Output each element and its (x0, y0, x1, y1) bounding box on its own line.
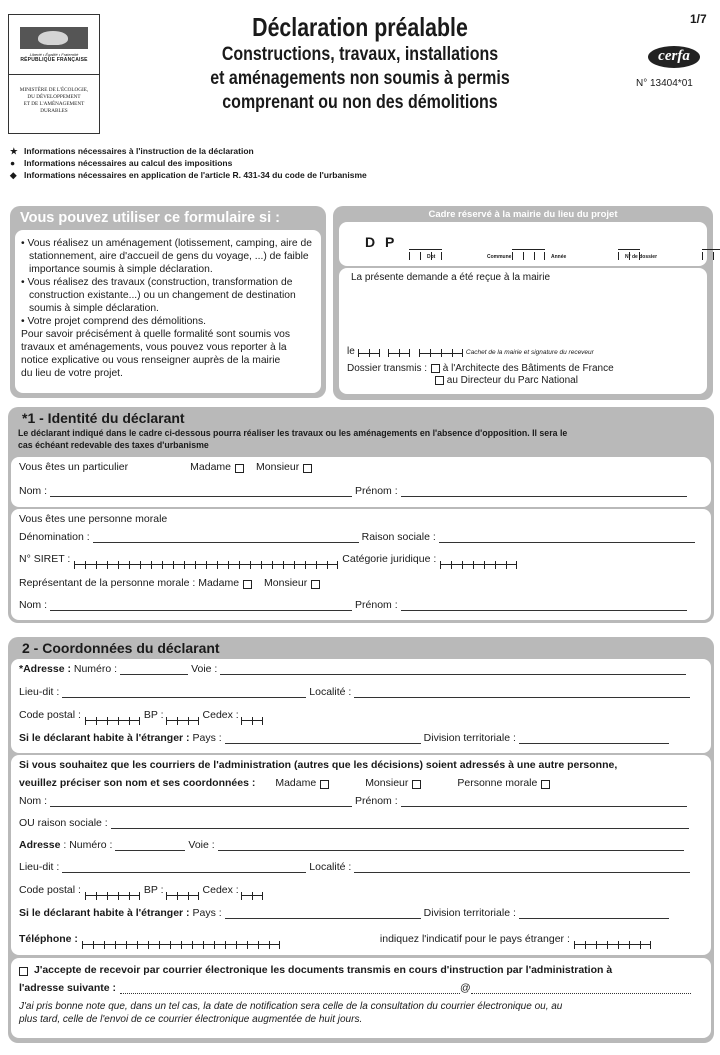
parc-row: au Directeur du Parc National (431, 375, 578, 386)
ministry-name: MINISTÈRE DE L'ÉCOLOGIE, DU DÉVELOPPEMENT ET DE L'AMÉNAGEMENT DURABLES (19, 87, 89, 115)
address-box: * Adresse : Numéro : Voie : Lieu-dit : Localité : Code postal : BP : Cedex : Si le déclarant habite à l'étranger : Pays : Division territoriale : (11, 659, 711, 753)
nom-field[interactable] (50, 487, 352, 497)
madame-checkbox[interactable] (235, 464, 244, 473)
voie-field[interactable] (220, 665, 686, 675)
mairie-reserved-box (333, 206, 713, 400)
alt-madame-checkbox[interactable] (320, 780, 329, 789)
alt-morale-checkbox[interactable] (541, 780, 550, 789)
cp-cells[interactable] (85, 713, 140, 721)
section-2-coordinates (8, 637, 714, 1043)
alt-localite-field[interactable] (354, 863, 690, 873)
alt-raison-field[interactable] (111, 819, 689, 829)
alt-bp-cells[interactable] (166, 888, 199, 896)
telephone-cells[interactable] (82, 937, 280, 945)
mairie-box-title: Cadre réservé à la mairie du lieu du projet (428, 209, 618, 220)
stamp-note: Cachet de la mairie et signature du receveur (465, 349, 594, 356)
reception-area (339, 268, 707, 394)
d-letter: D (365, 234, 376, 250)
republic-logo-box (8, 14, 100, 134)
indicatif-cells[interactable] (574, 937, 651, 945)
section-1-subtitle: Le déclarant indiqué dans le cadre ci-dessous pourra réaliser les travaux ou les aménagements en l'absence d'opposition. Il sera le cas échéant redevable des taxes d'urbanisme (18, 428, 568, 450)
rep-madame-checkbox[interactable] (243, 580, 252, 589)
alt-cp-cells[interactable] (85, 888, 140, 896)
usage-text: • Vous réalisez un aménagement (lotissement, camping, aire de stationnement, aire d'accueil de gens du voyage, ...) de faible importance soumis à simple déclaration. • Vous réalisez des travaux (construction, transformation de construction existante...) ou un changement de destination soumis à simple déclaration. • Votre projet comprend des démolitions. Pour savoir précisément à quelle formalité sont soumis vos travaux et aménagements, vous pouvez vous reporter à la notice explicative ou vous renseigner auprès de la mairie du lieu de votre projet. (21, 238, 312, 379)
raison-sociale-field[interactable] (439, 533, 695, 543)
categorie-cells[interactable] (440, 557, 517, 565)
usage-title: Vous pouvez utiliser ce formulaire si : (20, 210, 280, 226)
commune-cells[interactable] (512, 242, 545, 250)
alternate-recipient-box: Si vous souhaitez que les courriers de l'administration (autres que les décisions) soient adressés à une autre personne, veuillez préciser son nom et ses coordonnées : Madame Monsieur Personne morale Nom : Prénom : OU raison sociale : Adresse : Numéro : Voie : Lieu-dit : Localité : Code postal : BP : Cedex : Si le déclarant habite à l'étranger : Pays : Division territoriale : Téléphone : indiquez l'indicatif pour le pays étranger : (11, 755, 711, 955)
rep-prenom-field[interactable] (401, 601, 687, 611)
pays-field[interactable] (225, 734, 421, 744)
alt-pays-field[interactable] (225, 909, 421, 919)
alt-numero-field[interactable] (115, 841, 185, 851)
bullet-icon: ● (10, 158, 16, 168)
republic-name: RÉPUBLIQUE FRANÇAISE (20, 56, 88, 63)
received-text: La présente demande a été reçue à la mairie (351, 272, 551, 283)
marianne-logo (9, 15, 99, 75)
email-local-field[interactable] (120, 984, 460, 994)
page-number: 1/7 (690, 12, 707, 26)
page-title: Déclaration préalable (252, 12, 468, 42)
particulier-box: Vous êtes un particulier Madame Monsieur Nom : Prénom : (11, 457, 711, 507)
dossier-cells[interactable] (702, 242, 720, 250)
alt-lieudit-field[interactable] (62, 863, 306, 873)
p-letter: P (385, 234, 395, 250)
dpt-cells[interactable] (409, 242, 442, 250)
section-1-title: *1 - Identité du déclarant (22, 410, 185, 426)
alt-nom-field[interactable] (50, 797, 352, 807)
marianne-icon (20, 27, 88, 49)
alt-voie-field[interactable] (218, 841, 684, 851)
date-year-cells[interactable] (419, 346, 463, 354)
cerfa-logo: cerfa (648, 46, 700, 68)
alt-division-field[interactable] (519, 909, 669, 919)
localite-field[interactable] (354, 688, 690, 698)
email-consent-box: J'accepte de recevoir par courrier électronique les documents transmis en cours d'instruction par l'administration à l'adresse suivante : @ J'ai pris bonne note que, dans un tel cas, la date de notification sera celle de la consultation du courrier électronique ou, au plus tard, celle de l'envoi de ce courrier électronique augmentée de huit jours. (11, 958, 711, 1038)
parc-checkbox[interactable] (435, 376, 444, 385)
alt-monsieur-checkbox[interactable] (412, 780, 421, 789)
abf-checkbox[interactable] (431, 364, 440, 373)
alt-prenom-field[interactable] (401, 797, 687, 807)
date-month-cells[interactable] (388, 346, 410, 354)
lieudit-field[interactable] (62, 688, 306, 698)
usage-box (10, 206, 326, 398)
section-1-identity (8, 407, 714, 623)
division-field[interactable] (519, 734, 669, 744)
personne-morale-box: Vous êtes une personne morale Dénomination : Raison sociale : N° SIRET : Catégorie juridique : Représentant de la personne morale : Madame Monsieur Nom : Prénom : (11, 509, 711, 620)
numero-field[interactable] (120, 665, 188, 675)
bp-cells[interactable] (166, 713, 199, 721)
star-icon: ★ (10, 146, 18, 156)
email-domain-field[interactable] (471, 984, 691, 994)
alt-cedex-cells[interactable] (241, 888, 263, 896)
prenom-field[interactable] (401, 487, 687, 497)
rep-monsieur-checkbox[interactable] (311, 580, 320, 589)
email-consent-checkbox[interactable] (19, 967, 28, 976)
denomination-field[interactable] (93, 533, 359, 543)
rep-nom-field[interactable] (50, 601, 352, 611)
cedex-cells[interactable] (241, 713, 263, 721)
form-title: Déclaration préalable Constructions, travaux, installations et aménagements non soumis à permis comprenant ou non des démolitions (188, 12, 532, 114)
diamond-icon: ◆ (10, 170, 17, 180)
section-2-title: 2 - Coordonnées du déclarant (22, 640, 220, 656)
email-notice: J'ai pris bonne note que, dans un tel cas, la date de notification sera celle de la consultation du courrier électronique ou, au plus tard, celle de l'envoi de ce courrier électronique augmentée de huit jours. (19, 1001, 563, 1025)
siret-cells[interactable] (74, 557, 338, 565)
date-day-cells[interactable] (358, 346, 380, 354)
transmis-row: Dossier transmis : à l'Architecte des Bâtiments de France (347, 363, 614, 374)
cerfa-number: N° 13404*01 (636, 78, 693, 89)
legend-notes: ★ Informations nécessaires à l'instruction de la déclaration ● Informations nécessaires au calcul des impositions ◆ Informations nécessaires en application de l'article R. 431-34 du code de l'urbanisme (10, 146, 367, 180)
monsieur-checkbox[interactable] (303, 464, 312, 473)
republic-motto: Liberté • Égalité • Fraternité (29, 51, 79, 57)
annee-cells[interactable] (618, 242, 640, 250)
dossier-number-row: D P Dpt Commune Année N° de dossier (339, 222, 707, 266)
date-row: le Cachet de la mairie et signature du receveur (347, 346, 594, 357)
